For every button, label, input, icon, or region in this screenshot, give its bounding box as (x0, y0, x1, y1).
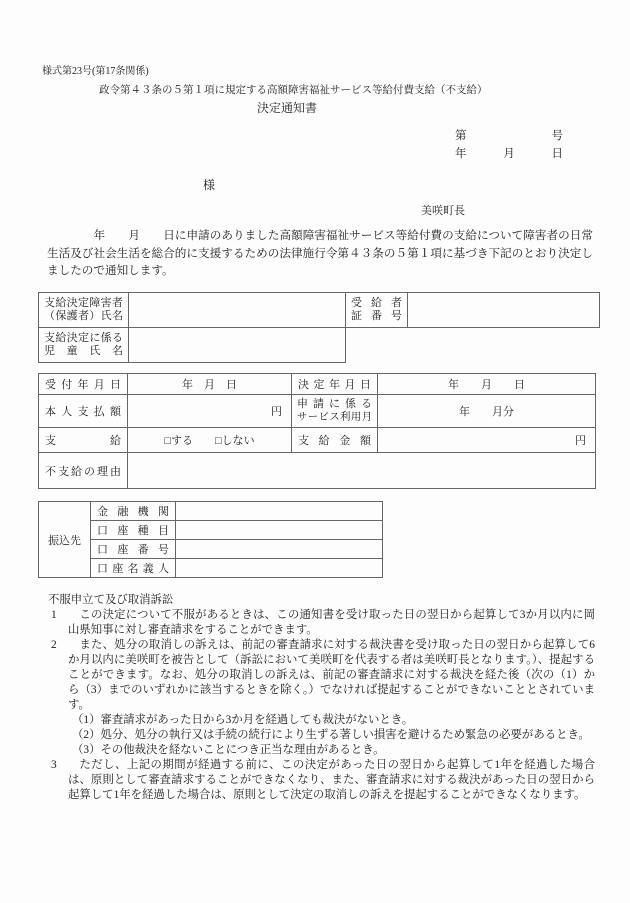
issue-date-year: 年 (455, 148, 467, 160)
doc-number-suffix: 号 (551, 130, 563, 142)
document-number-line (455, 127, 563, 143)
body-paragraph: 年 月 日に申請のありました高額障害福祉サービス等給付費の支給について障害者の日常生活及び社会生活を総合的に支援するための法律施行令第４３条の５第１項に基づき下記のとおり決定しましたので通知します。 (47, 229, 593, 278)
appeal-item-2 (38, 638, 595, 713)
self-pay-label: 本人支払額 (39, 395, 128, 428)
no-grant-reason-field (128, 453, 596, 489)
child-name-label: 支給決定に係る 児童氏名 (39, 328, 129, 363)
table-row (39, 293, 600, 328)
table-row (39, 521, 383, 540)
grant-label: 支給 (39, 428, 128, 453)
issue-date-day: 日 (551, 148, 563, 160)
issue-date-month: 月 (503, 148, 515, 160)
appeal-section (38, 593, 595, 803)
account-holder-label: 口座名義人 (91, 559, 176, 578)
account-type-field (176, 521, 383, 540)
decision-date-field: 年 月 日 (378, 374, 596, 395)
appeal-heading: 不服申立て及び取消訴訟 (48, 594, 174, 606)
service-month-field: 年 月分 (378, 395, 596, 428)
self-pay-field: 円 (128, 395, 292, 428)
appeal-item-text: この決定について不服があるときは、この通知書を受け取った日の翌日から起算して3か月以内に岡山県知事に対し審査請求をすることができます。 (68, 609, 595, 636)
document-title-line2: 決定通知書 (256, 101, 317, 115)
grant-amount-field: 円 (378, 428, 596, 453)
appeal-subitem-3: （3）その他裁決を経ないことにつき正当な理由があるとき。 (72, 744, 385, 756)
recipient-info-table (38, 292, 600, 363)
service-month-label: 申請に係る サービス利用月 (292, 395, 378, 428)
bank-label: 金融機関 (91, 502, 176, 521)
form-number: 様式第23号(第17条関係) (42, 66, 149, 77)
person-name-label: 支給決定障害者 （保護者）氏名 (39, 293, 129, 328)
issuer-name: 美咲町長 (421, 205, 465, 217)
table-row (39, 374, 596, 395)
table-row (39, 328, 600, 363)
account-number-boxes (176, 540, 383, 559)
table-row (39, 395, 596, 428)
table-row (39, 502, 383, 521)
document-title-line1: 政令第４３条の５第１項に規定する高額障害福祉サービス等給付費支給（不支給） (99, 85, 488, 96)
person-name-field (129, 293, 346, 328)
appeal-item-number: 1 (51, 609, 57, 621)
bank-field (176, 502, 383, 521)
appeal-item-number: 3 (51, 759, 57, 771)
appeal-subitem-2: （2）処分、処分の執行又は手続の続行により生ずる著しい損害を避けるため緊急の必要があるとき。 (72, 729, 590, 741)
appeal-item-number: 2 (51, 639, 57, 651)
grant-checkboxes: □する □しない (128, 428, 292, 453)
transfer-group-label: 振込先 (39, 502, 91, 578)
table-row (39, 540, 383, 559)
table-row (39, 453, 596, 489)
appeal-item-3 (38, 758, 595, 803)
receipt-date-label: 受付年月日 (39, 374, 128, 395)
grant-amount-label: 支給金額 (292, 428, 378, 453)
addressee-honorific: 様 (203, 178, 216, 192)
table-row (39, 428, 596, 453)
issue-date-line (455, 145, 563, 161)
decision-table (38, 373, 596, 489)
table-row (39, 559, 383, 578)
child-name-field (129, 328, 346, 363)
transfer-table (38, 501, 383, 578)
decision-date-label: 決定年月日 (292, 374, 378, 395)
account-type-label: 口座種目 (91, 521, 176, 540)
no-grant-reason-label: 不支給の理由 (39, 453, 128, 489)
certificate-number-boxes (408, 293, 600, 328)
doc-number-prefix: 第 (455, 130, 467, 142)
appeal-item-1 (38, 608, 595, 638)
receipt-date-field: 年 月 日 (128, 374, 292, 395)
account-number-label: 口座番号 (91, 540, 176, 559)
account-holder-field (176, 559, 383, 578)
appeal-item-text: ただし、上記の期間が経過する前に、この決定があった日の翌日から起算して1年を経過した場合は、原則として審査請求することができなくなり、また、審査請求に対する裁決があった日の翌日から起算して1年を経過した場合は、原則として決定の取消しの訴えを提起することができなくなります。 (68, 759, 595, 801)
certificate-number-label: 受給者 証番号 (346, 293, 408, 328)
appeal-subitem-1: （1）審査請求があった日から3か月を経過しても裁決がないとき。 (72, 714, 414, 726)
appeal-item-text: また、処分の取消しの訴えは、前記の審査請求に対する裁決書を受け取った日の翌日から起算して6か月以内に美咲町を被告として（訴訟において美咲町を代表する者は美咲町長となります。）、提起することができます。なお、処分の取消しの訴えは、前記の審査請求に対する裁決を経た後（次の（1）から（3）までのいずれかに該当するときを除く。）でなければ提起することができないこととされています。 (68, 639, 595, 711)
